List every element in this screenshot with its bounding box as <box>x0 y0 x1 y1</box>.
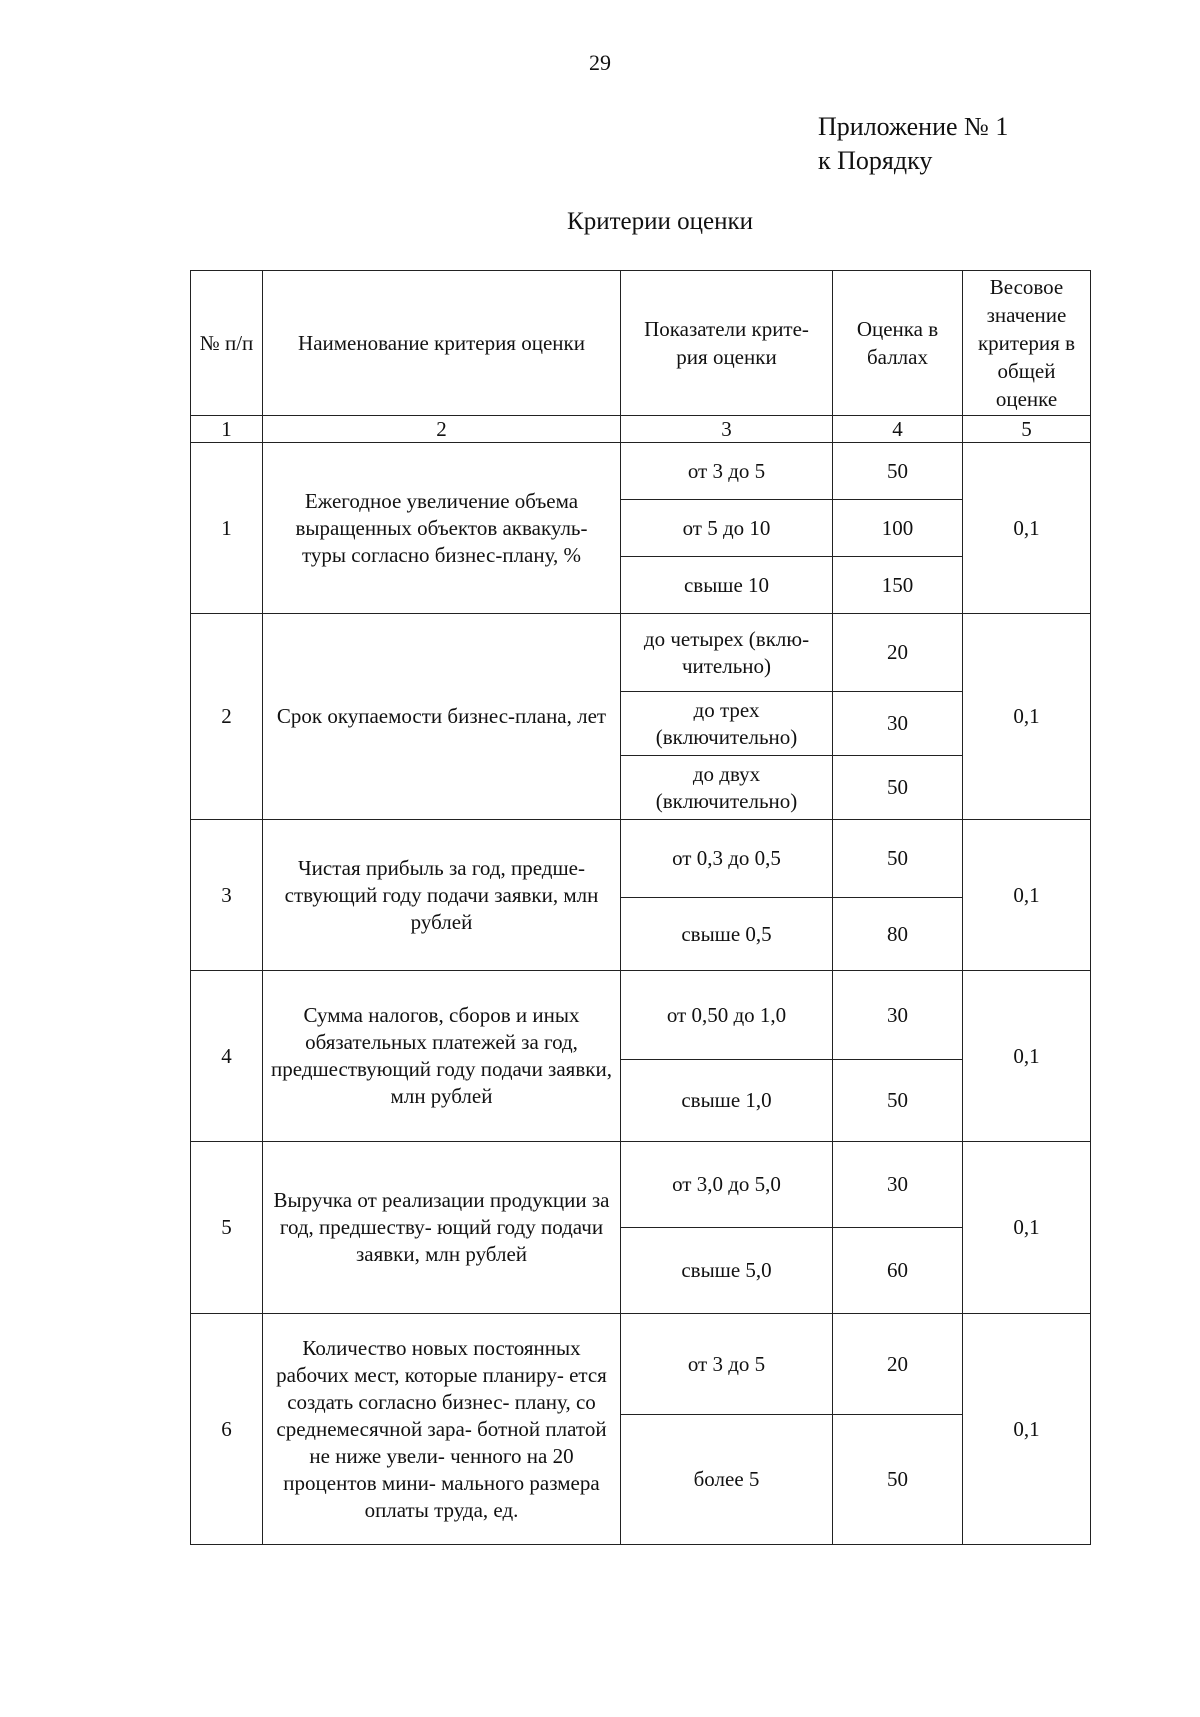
indicator-score: 150 <box>833 557 963 614</box>
criterion-weight: 0,1 <box>963 443 1091 614</box>
indicator-label: свыше 1,0 <box>621 1060 833 1142</box>
criterion-name: Чистая прибыль за год, предше- ствующий году подачи заявки, млн рублей <box>263 820 621 971</box>
indicator-score: 100 <box>833 500 963 557</box>
header-indicators: Показатели крите- рия оценки <box>621 271 833 416</box>
indicator-label: свыше 10 <box>621 557 833 614</box>
column-number: 4 <box>833 416 963 443</box>
criterion-number: 3 <box>191 820 263 971</box>
indicator-label: более 5 <box>621 1415 833 1545</box>
criterion-number: 1 <box>191 443 263 614</box>
header-weight: Весовое значение критерия в общей оценке <box>963 271 1091 416</box>
column-number: 3 <box>621 416 833 443</box>
indicator-score: 20 <box>833 1314 963 1415</box>
indicator-score: 60 <box>833 1228 963 1314</box>
indicator-label: до трех (включительно) <box>621 692 833 756</box>
column-number: 2 <box>263 416 621 443</box>
criterion-name: Количество новых постоянных рабочих мест, которые планиру- ется создать согласно бизнес- плану, со среднемесячной зара- ботной платой не ниже увели- ченного на 20 процентов мини- мального размера оплаты труда, ед. <box>263 1314 621 1545</box>
indicator-score: 30 <box>833 692 963 756</box>
document-title: Критерии оценки <box>567 208 753 235</box>
criterion-number: 5 <box>191 1142 263 1314</box>
table-row <box>191 614 1091 692</box>
column-number: 5 <box>963 416 1091 443</box>
indicator-label: свыше 0,5 <box>621 898 833 971</box>
indicator-score: 20 <box>833 614 963 692</box>
table-row <box>191 1314 1091 1415</box>
criterion-name: Срок окупаемости бизнес-плана, лет <box>263 614 621 820</box>
indicator-score: 50 <box>833 820 963 898</box>
criterion-weight: 0,1 <box>963 1314 1091 1545</box>
column-number: 1 <box>191 416 263 443</box>
column-number-row <box>191 416 1091 443</box>
indicator-label: до четырех (вклю- чительно) <box>621 614 833 692</box>
criterion-number: 4 <box>191 971 263 1142</box>
indicator-label: от 3 до 5 <box>621 443 833 500</box>
indicator-label: от 0,3 до 0,5 <box>621 820 833 898</box>
criterion-weight: 0,1 <box>963 1142 1091 1314</box>
indicator-score: 30 <box>833 1142 963 1228</box>
indicator-label: от 5 до 10 <box>621 500 833 557</box>
indicator-label: до двух (включительно) <box>621 756 833 820</box>
table-row <box>191 443 1091 500</box>
indicator-label: от 0,50 до 1,0 <box>621 971 833 1060</box>
criterion-weight: 0,1 <box>963 614 1091 820</box>
criterion-weight: 0,1 <box>963 820 1091 971</box>
indicator-score: 50 <box>833 756 963 820</box>
indicator-label: от 3 до 5 <box>621 1314 833 1415</box>
indicator-label: от 3,0 до 5,0 <box>621 1142 833 1228</box>
appendix-line-2: к Порядку <box>818 146 933 175</box>
criterion-name: Сумма налогов, сборов и иных обязательных платежей за год, предшествующий году подачи заявки, млн рублей <box>263 971 621 1142</box>
indicator-score: 30 <box>833 971 963 1060</box>
page-number: 29 <box>589 50 611 75</box>
header-number: № п/п <box>191 271 263 416</box>
criterion-number: 6 <box>191 1314 263 1545</box>
indicator-score: 50 <box>833 1060 963 1142</box>
table-row <box>191 1142 1091 1228</box>
indicator-score: 50 <box>833 443 963 500</box>
appendix-line-1: Приложение № 1 <box>818 112 1009 141</box>
appendix-reference <box>818 110 1008 178</box>
indicator-score: 50 <box>833 1415 963 1545</box>
table-row <box>191 971 1091 1060</box>
criterion-weight: 0,1 <box>963 971 1091 1142</box>
header-score: Оценка в баллах <box>833 271 963 416</box>
indicator-score: 80 <box>833 898 963 971</box>
criterion-name: Выручка от реализации продукции за год, предшеству- ющий году подачи заявки, млн рублей <box>263 1142 621 1314</box>
header-criterion-name: Наименование критерия оценки <box>263 271 621 416</box>
header-row <box>191 271 1091 416</box>
criteria-table <box>190 270 1091 1545</box>
indicator-label: свыше 5,0 <box>621 1228 833 1314</box>
criterion-number: 2 <box>191 614 263 820</box>
criterion-name: Ежегодное увеличение объема выращенных объектов аквакуль- туры согласно бизнес-плану, % <box>263 443 621 614</box>
table-row <box>191 820 1091 898</box>
